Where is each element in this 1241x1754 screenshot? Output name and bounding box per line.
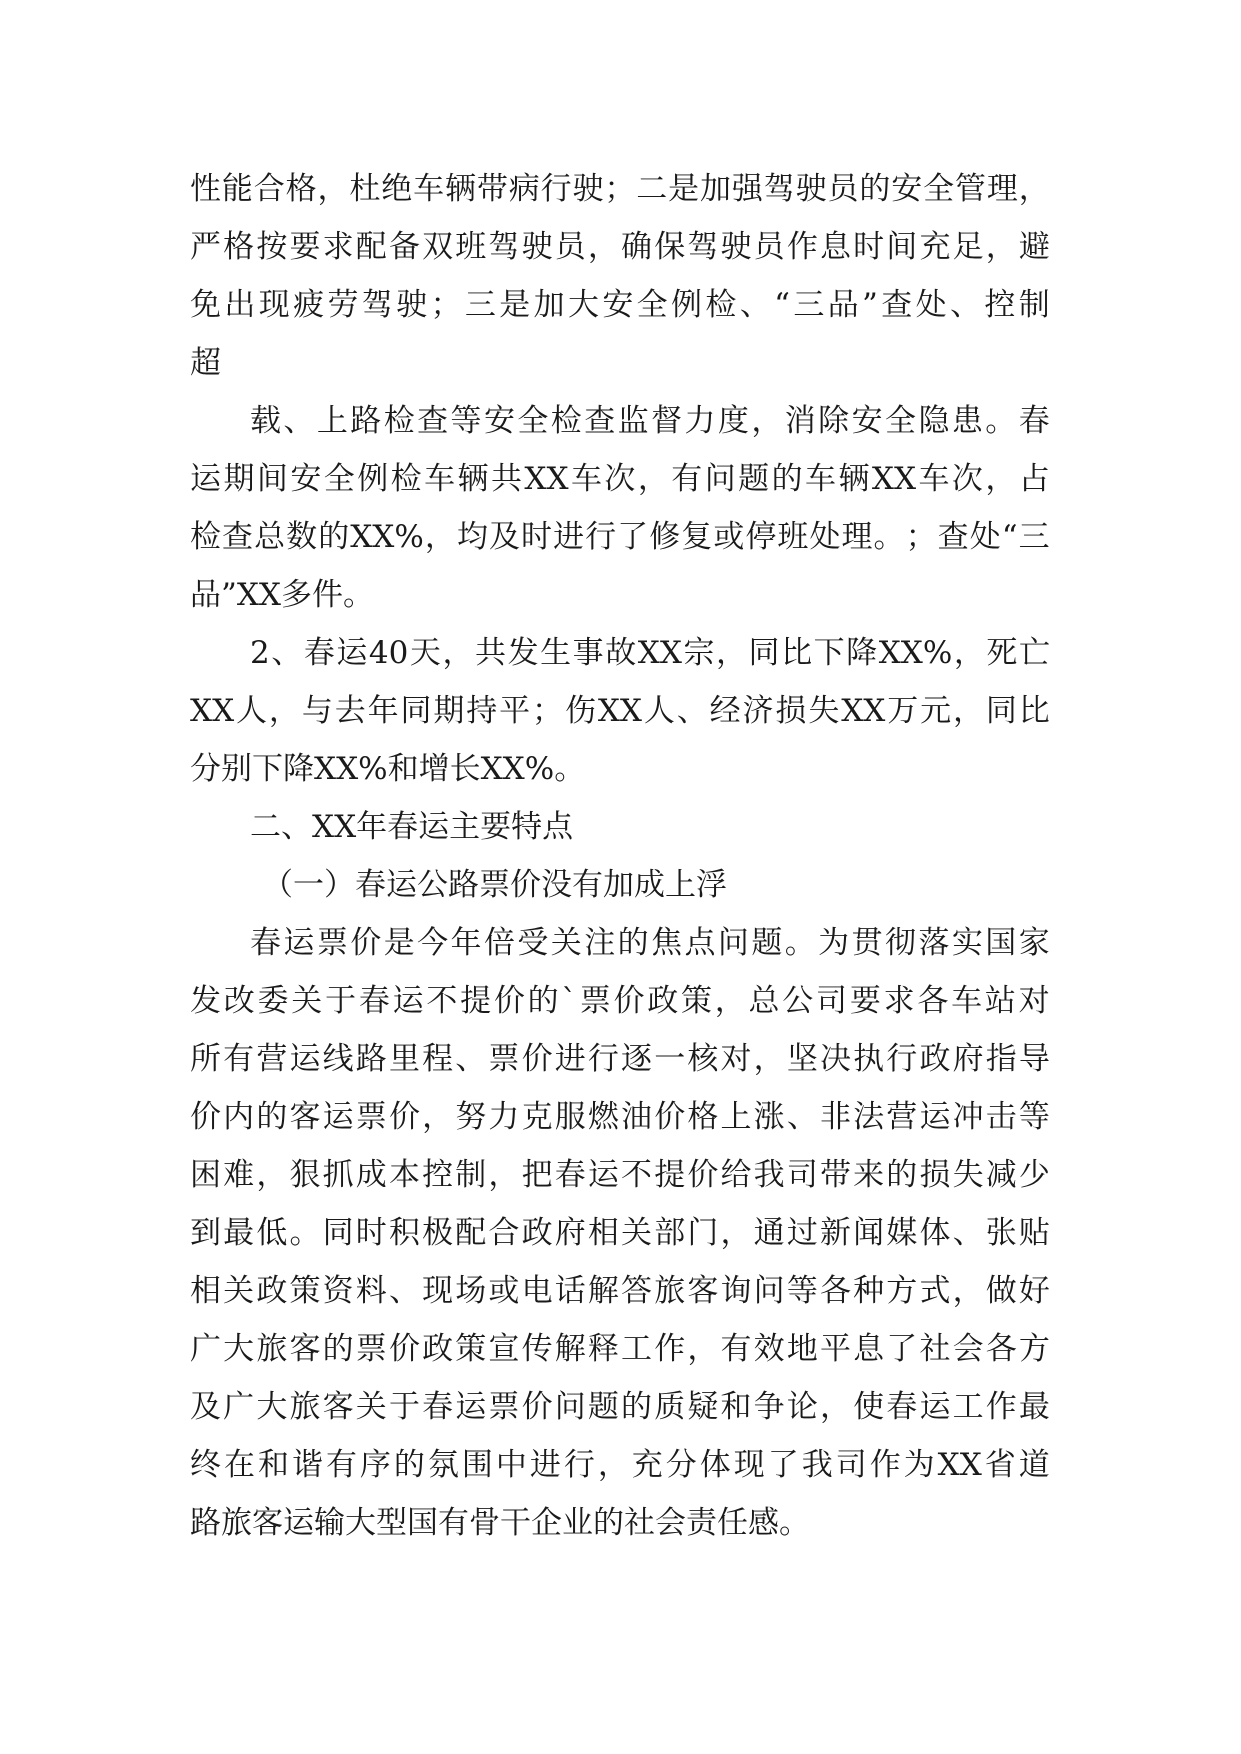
- text-line: 到 最 低 。 同 时 积 极 配 合 政 府 相 关 部 门 ， 通 过 新 闻 媒 体 、 张 贴: [190, 1215, 1050, 1251]
- text-line: 检 查 总 数 的 XX% ， 均 及 时 进 行 了 修 复 或 停 班 处 理 。 ； 查 处 “ 三: [190, 519, 1050, 555]
- text-line: 路旅客运输大型国有骨干企业的社会责任感。: [190, 1505, 810, 1541]
- body-text: [190, 160, 1050, 1552]
- text-line: （一）春运公路票价没有加成上浮: [262, 867, 727, 903]
- text-line: 困 难 ， 狠 抓 成 本 控 制 ， 把 春 运 不 提 价 给 我 司 带 来 的 损 失 减 少: [190, 1157, 1050, 1193]
- text-line: 二、XX年春运主要特点: [250, 809, 574, 845]
- text-line: 及 广 大 旅 客 关 于 春 运 票 价 问 题 的 质 疑 和 争 论 ， 使 春 运 工 作 最: [190, 1389, 1050, 1425]
- text-line: 免 出 现 疲 劳 驾 驶 ； 三 是 加 大 安 全 例 检 、 “ 三 品 ” 查 处 、 控 制: [190, 287, 1050, 323]
- text-line: 严 格 按 要 求 配 备 双 班 驾 驶 员 ， 确 保 驾 驶 员 作 息 时 间 充 足 ， 避: [190, 229, 1050, 265]
- text-line: 相 关 政 策 资 料 、 现 场 或 电 话 解 答 旅 客 询 问 等 各 种 方 式 ， 做 好: [190, 1273, 1050, 1309]
- text-line: 春 运 票 价 是 今 年 倍 受 关 注 的 焦 点 问 题 。 为 贯 彻 落 实 国 家: [250, 925, 1050, 961]
- text-line: 性 能 合 格 ， 杜 绝 车 辆 带 病 行 驶 ； 二 是 加 强 驾 驶 员 的 安 全 管 理 ，: [190, 171, 1050, 207]
- text-line: 分别下降XX%和增长XX%。: [190, 751, 586, 787]
- text-line: 2 、 春 运 40 天 ， 共 发 生 事 故 XX 宗 ， 同 比 下 降 XX% ， 死 亡: [250, 635, 1050, 671]
- text-line: 载 、 上 路 检 查 等 安 全 检 查 监 督 力 度 ， 消 除 安 全 隐 患 。 春: [250, 403, 1050, 439]
- text-line: 超: [190, 345, 221, 381]
- text-line: 广 大 旅 客 的 票 价 政 策 宣 传 解 释 工 作 ， 有 效 地 平 息 了 社 会 各 方: [190, 1331, 1050, 1367]
- text-line: 终 在 和 谐 有 序 的 氛 围 中 进 行 ， 充 分 体 现 了 我 司 作 为 XX 省 道: [190, 1447, 1050, 1483]
- text-line: 运 期 间 安 全 例 检 车 辆 共 XX 车 次 ， 有 问 题 的 车 辆 XX 车 次 ， 占: [190, 461, 1050, 497]
- text-line: 品”XX多件。: [190, 577, 374, 613]
- text-line: 价 内 的 客 运 票 价 ， 努 力 克 服 燃 油 价 格 上 涨 、 非 法 营 运 冲 击 等: [190, 1099, 1050, 1135]
- text-line: XX 人 ， 与 去 年 同 期 持 平 ； 伤 XX 人 、 经 济 损 失 XX 万 元 ， 同 比: [190, 693, 1050, 729]
- text-line: 所 有 营 运 线 路 里 程 、 票 价 进 行 逐 一 核 对 ， 坚 决 执 行 政 府 指 导: [190, 1041, 1050, 1077]
- text-line: 发 改 委 关 于 春 运 不 提 价 的 ` 票 价 政 策 ， 总 公 司 要 求 各 车 站 对: [190, 983, 1050, 1019]
